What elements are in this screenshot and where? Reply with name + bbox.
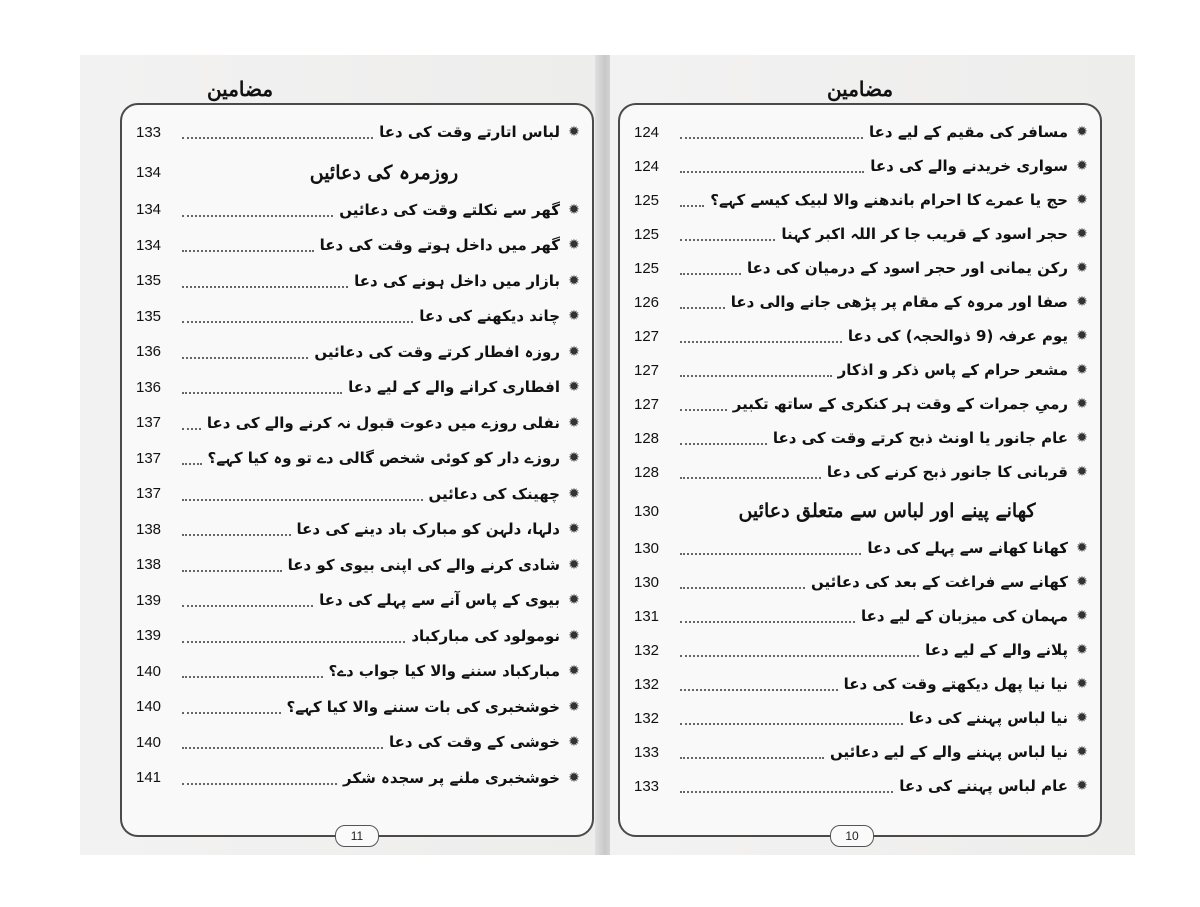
entry-page-number: 140: [136, 733, 162, 751]
toc-entry[interactable]: [620, 533, 1100, 563]
dot-leader: [680, 341, 842, 343]
star-bullet-icon: ✹: [1076, 192, 1088, 208]
dot-leader: [680, 477, 821, 479]
entry-page-number: 138: [136, 556, 162, 573]
star-bullet-icon: ✹: [1076, 710, 1088, 726]
entry-page-number: 128: [634, 429, 660, 447]
book-spread: [80, 55, 1135, 855]
entry-page-number: 133: [634, 777, 660, 795]
star-bullet-icon: ✹: [568, 698, 580, 715]
entry-title: خوشخبری کی بات سننے والا کیا کہے؟: [286, 697, 560, 716]
star-bullet-icon: ✹: [1076, 744, 1088, 760]
star-bullet-icon: ✹: [568, 379, 580, 395]
toc-entry[interactable]: [122, 230, 592, 260]
dot-leader: [680, 443, 767, 445]
entry-title: نیا لباس پہننے کی دعا: [908, 709, 1068, 727]
dot-leader: [182, 286, 348, 288]
entry-page-number: 139: [136, 627, 162, 644]
left-page: [80, 55, 600, 855]
entry-page-number: 127: [634, 395, 660, 413]
entry-page-number: 131: [634, 607, 660, 625]
star-bullet-icon: ✹: [1076, 362, 1088, 378]
dot-leader: [182, 392, 342, 394]
star-bullet-icon: ✹: [568, 237, 580, 253]
toc-entry[interactable]: [122, 117, 592, 147]
toc-entry[interactable]: [620, 457, 1100, 487]
dot-leader: [182, 428, 201, 430]
dot-leader: [182, 534, 291, 536]
entry-page-number: 130: [634, 573, 660, 591]
entry-page-number: 135: [136, 272, 162, 289]
dot-leader: [182, 747, 383, 749]
dot-leader: [182, 641, 405, 643]
dot-leader: [680, 655, 919, 657]
dot-leader: [680, 137, 863, 139]
toc-entry[interactable]: [122, 514, 592, 544]
contents-frame: [618, 103, 1102, 837]
entry-page-number: 139: [136, 591, 162, 609]
entry-title: گھر سے نکلتے وقت کی دعائیں: [339, 200, 560, 219]
star-bullet-icon: ✹: [1076, 124, 1088, 140]
dot-leader: [680, 553, 861, 555]
toc-entry[interactable]: [122, 337, 592, 367]
toc-entry[interactable]: [620, 355, 1100, 385]
entry-title: مبارکباد سننے والا کیا جواب دے؟: [328, 662, 560, 680]
dot-leader: [182, 357, 308, 359]
toc-entry[interactable]: [620, 321, 1100, 351]
dot-leader: [680, 689, 838, 691]
star-bullet-icon: ✹: [1076, 778, 1088, 794]
entry-page-number: 141: [136, 769, 162, 786]
entry-page-number: 124: [634, 157, 660, 175]
dot-leader: [680, 757, 824, 759]
entry-title: قربانی کا جانور ذبح کرنے کی دعا: [826, 463, 1068, 481]
entry-title: رمیِ جمرات کے وقت ہر کنکری کے ساتھ تکبیر: [732, 395, 1068, 413]
page-number: 10: [830, 825, 874, 847]
entry-title: افطاری کرانے والے کے لیے دعا: [348, 378, 560, 396]
entry-title: نیا لباس پہننے والے کے لیے دعائیں: [829, 743, 1068, 761]
entry-page-number: 133: [136, 123, 162, 141]
dot-leader: [680, 171, 864, 173]
toc-entry[interactable]: [620, 635, 1100, 665]
dot-leader: [182, 605, 313, 607]
star-bullet-icon: ✹: [1076, 430, 1088, 446]
star-bullet-icon: ✹: [568, 592, 580, 608]
star-bullet-icon: ✹: [1076, 540, 1088, 556]
entry-title: چاند دیکھنے کی دعا: [419, 307, 560, 325]
dot-leader: [182, 215, 333, 217]
star-bullet-icon: ✹: [1076, 294, 1088, 310]
right-page: [610, 55, 1135, 855]
entry-title: حج یا عمرے کا احرام باندھنے والا لبیک کیسے کہے؟: [710, 191, 1068, 209]
dot-leader: [182, 712, 281, 714]
entry-page-number: 138: [136, 520, 162, 538]
star-bullet-icon: ✹: [568, 556, 580, 573]
dot-leader: [680, 307, 725, 309]
entry-page-number: 135: [136, 307, 162, 325]
star-bullet-icon: ✹: [568, 450, 580, 466]
toc-entry[interactable]: [122, 372, 592, 402]
entry-page-number: 132: [634, 675, 660, 693]
star-bullet-icon: ✹: [1076, 158, 1088, 174]
entry-page-number: 133: [634, 743, 660, 761]
dot-leader: [182, 570, 282, 572]
entry-title: کھانا کھانے سے پہلے کی دعا: [867, 539, 1068, 557]
toc-entry[interactable]: [122, 763, 592, 793]
entry-title: پلانے والے کے لیے دعا: [925, 641, 1068, 659]
entry-page-number: 137: [136, 485, 162, 502]
toc-entry[interactable]: [620, 151, 1100, 181]
toc-entry[interactable]: [620, 669, 1100, 699]
toc-entry[interactable]: [620, 287, 1100, 317]
entry-page-number: 134: [136, 201, 162, 218]
toc-entry[interactable]: [122, 408, 592, 438]
star-bullet-icon: ✹: [568, 627, 580, 644]
toc-entry[interactable]: [122, 621, 592, 651]
dot-leader: [182, 783, 337, 785]
dot-leader: [680, 205, 704, 207]
toc-entry[interactable]: [122, 656, 592, 686]
section-title: کھانے پینے اور لباس سے متعلق دعائیں: [738, 500, 1036, 522]
dot-leader: [680, 375, 832, 377]
dot-leader: [680, 791, 893, 793]
section-heading: [620, 491, 1100, 531]
star-bullet-icon: ✹: [568, 521, 580, 537]
entry-page-number: 132: [634, 641, 660, 659]
dot-leader: [182, 321, 413, 323]
dot-leader: [680, 621, 855, 623]
entry-title: نفلی روزے میں دعوت قبول نہ کرنے والے کی دعا: [206, 413, 560, 432]
entry-title: مہمان کی میزبان کے لیے دعا: [860, 607, 1068, 625]
entry-title: صفا اور مروہ کے مقام پر پڑھی جانے والی دعا: [730, 293, 1068, 311]
entry-title: روزے دار کو کوئی شخص گالی دے تو وہ کیا کہے؟: [207, 449, 560, 467]
section-title: روزمرہ کی دعائیں: [309, 161, 459, 184]
dot-leader: [680, 273, 741, 275]
entry-title: حجر اسود کے قریب جا کر اللہ اکبر کہنا: [781, 225, 1068, 243]
entry-page-number: 124: [634, 123, 660, 141]
entry-page-number: 127: [634, 327, 660, 345]
toc-entry[interactable]: [620, 423, 1100, 453]
dot-leader: [182, 137, 373, 139]
star-bullet-icon: ✹: [568, 414, 580, 431]
star-bullet-icon: ✹: [568, 663, 580, 679]
entry-title: سواری خریدنے والے کی دعا: [870, 157, 1068, 175]
toc-entry[interactable]: [620, 703, 1100, 733]
entry-title: نیا نیا پھل دیکھتے وقت کی دعا: [843, 675, 1068, 693]
dot-leader: [680, 409, 727, 411]
contents-frame: [120, 103, 594, 837]
entry-page-number: 130: [634, 502, 660, 520]
entry-page-number: 136: [136, 343, 162, 360]
entry-title: روزہ افطار کرتے وقت کی دعائیں: [314, 342, 560, 361]
star-bullet-icon: ✹: [1076, 260, 1088, 276]
toc-entry[interactable]: [620, 219, 1100, 249]
entry-page-number: 137: [136, 449, 162, 467]
entry-page-number: 134: [136, 236, 162, 254]
entry-page-number: 140: [136, 698, 162, 715]
entry-page-number: 125: [634, 259, 660, 277]
entry-title: بازار میں داخل ہونے کی دعا: [354, 271, 560, 290]
dot-leader: [182, 499, 423, 501]
toc-entry[interactable]: [620, 253, 1100, 283]
star-bullet-icon: ✹: [568, 734, 580, 750]
dot-leader: [680, 239, 775, 241]
toc-entry[interactable]: [620, 771, 1100, 801]
page-number: 11: [335, 825, 379, 847]
toc-entry[interactable]: [122, 266, 592, 296]
page-header: مضامین: [206, 77, 274, 101]
star-bullet-icon: ✹: [1076, 226, 1088, 242]
entry-title: بیوی کے پاس آنے سے پہلے کی دعا: [319, 591, 560, 609]
toc-entry[interactable]: [620, 117, 1100, 147]
star-bullet-icon: ✹: [1076, 676, 1088, 692]
toc-entry[interactable]: [122, 585, 592, 615]
toc-entry[interactable]: [122, 195, 592, 225]
star-bullet-icon: ✹: [568, 124, 580, 140]
entry-title: دلہا، دلہن کو مبارک باد دینے کی دعا: [296, 520, 560, 538]
dot-leader: [680, 723, 903, 725]
toc-entry[interactable]: [122, 550, 592, 580]
star-bullet-icon: ✹: [568, 308, 580, 324]
entry-title: شادی کرنے والے کی اپنی بیوی کو دعا: [287, 555, 560, 574]
entry-title: خوشخبری ملنے پر سجدہ شکر: [343, 768, 560, 787]
entry-title: لباس اتارتے وقت کی دعا: [379, 123, 560, 141]
entry-page-number: 128: [634, 463, 660, 481]
entry-page-number: 126: [634, 293, 660, 311]
dot-leader: [182, 250, 314, 252]
entry-title: کھانے سے فراغت کے بعد کی دعائیں: [811, 573, 1068, 591]
entry-title: نومولود کی مبارکباد: [411, 626, 560, 645]
entry-page-number: 132: [634, 709, 660, 727]
entry-page-number: 137: [136, 414, 162, 431]
entry-title: مسافر کی مقیم کے لیے دعا: [869, 123, 1068, 141]
star-bullet-icon: ✹: [1076, 464, 1088, 480]
toc-entry[interactable]: [122, 727, 592, 757]
dot-leader: [182, 463, 202, 465]
entry-page-number: 134: [136, 164, 162, 181]
toc-entry[interactable]: [620, 567, 1100, 597]
entry-page-number: 140: [136, 662, 162, 680]
entry-page-number: 125: [634, 225, 660, 243]
star-bullet-icon: ✹: [568, 272, 580, 289]
toc-entry[interactable]: [620, 601, 1100, 631]
toc-entry[interactable]: [620, 389, 1100, 419]
toc-entry[interactable]: [122, 301, 592, 331]
star-bullet-icon: ✹: [568, 769, 580, 786]
entry-title: یوم عرفہ (9 ذوالحجہ) کی دعا: [847, 327, 1068, 345]
entry-title: مشعر حرام کے پاس ذکر و اذکار: [837, 361, 1068, 379]
entry-page-number: 130: [634, 539, 660, 557]
entry-title: گھر میں داخل ہوتے وقت کی دعا: [319, 236, 560, 254]
star-bullet-icon: ✹: [1076, 396, 1088, 412]
dot-leader: [680, 587, 805, 589]
entry-page-number: 136: [136, 378, 162, 396]
star-bullet-icon: ✹: [1076, 574, 1088, 590]
entry-title: عام جانور یا اونٹ ذبح کرتے وقت کی دعا: [772, 429, 1068, 447]
toc-entry[interactable]: [122, 479, 592, 509]
entry-title: عام لباس پہننے کی دعا: [899, 777, 1068, 795]
entry-page-number: 127: [634, 361, 660, 379]
toc-entry[interactable]: [122, 443, 592, 473]
dot-leader: [182, 676, 323, 678]
star-bullet-icon: ✹: [1076, 328, 1088, 344]
section-heading: [122, 153, 592, 193]
toc-entry[interactable]: [620, 737, 1100, 767]
entry-title: خوشی کے وقت کی دعا: [388, 733, 560, 751]
entry-title: چھینک کی دعائیں: [428, 484, 560, 503]
toc-entry[interactable]: [620, 185, 1100, 215]
star-bullet-icon: ✹: [568, 485, 580, 502]
star-bullet-icon: ✹: [568, 201, 580, 218]
star-bullet-icon: ✹: [568, 343, 580, 360]
entry-title: رکن یمانی اور حجر اسود کے درمیان کی دعا: [747, 259, 1068, 277]
page-header: مضامین: [826, 77, 894, 101]
star-bullet-icon: ✹: [1076, 608, 1088, 624]
entry-page-number: 125: [634, 191, 660, 209]
toc-entry[interactable]: [122, 692, 592, 722]
star-bullet-icon: ✹: [1076, 642, 1088, 658]
